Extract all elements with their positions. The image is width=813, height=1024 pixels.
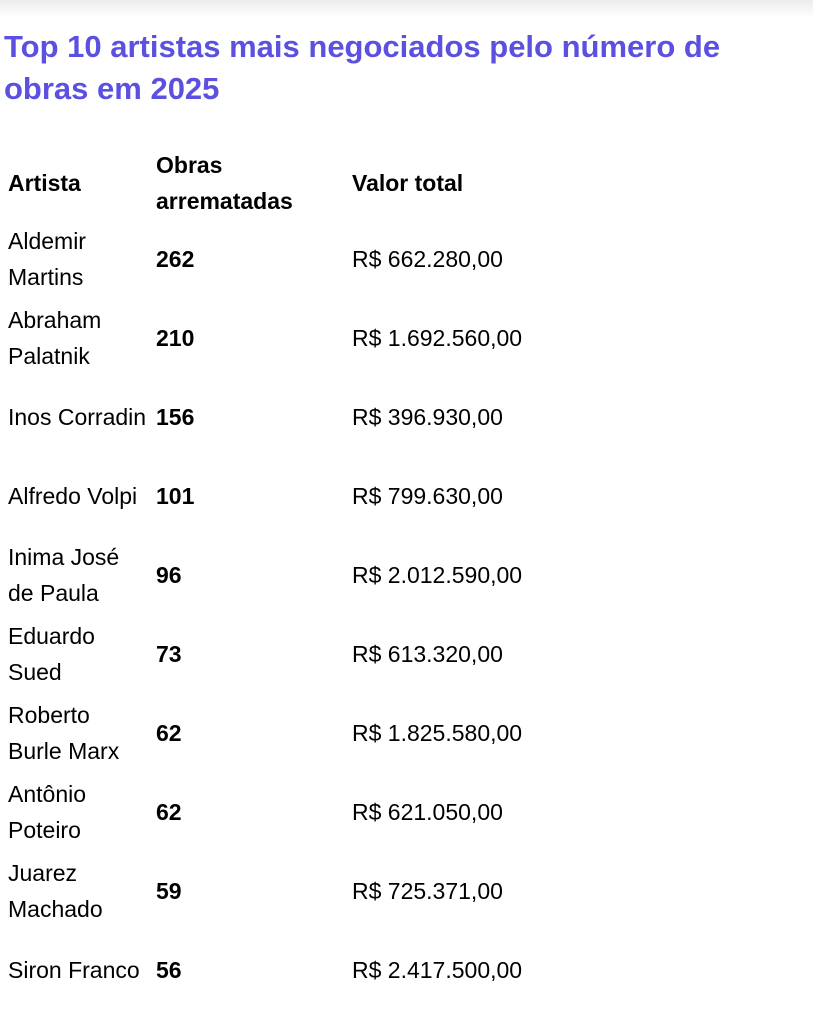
works-sold: 210 [156, 324, 195, 351]
top-bar [0, 0, 813, 18]
artists-table [0, 147, 542, 1009]
header-artist: Artista [8, 170, 81, 196]
table-row [0, 456, 542, 535]
works-sold: 56 [156, 956, 182, 983]
total-value: R$ 1.692.560,00 [352, 324, 523, 351]
page-title: Top 10 artistas mais negociados pelo número de obras em 2025 [4, 29, 721, 106]
table-row [0, 219, 542, 298]
artist-name: Inos Corradin [8, 403, 147, 430]
table-row [0, 772, 542, 851]
header-works-sold: Obras arrematadas [156, 152, 293, 214]
total-value: R$ 2.417.500,00 [352, 956, 523, 983]
artist-name: Antônio Poteiro [8, 780, 87, 843]
artist-name: Siron Franco [8, 956, 140, 983]
works-sold: 101 [156, 482, 195, 509]
works-sold: 73 [156, 640, 182, 667]
artist-name: Inima José de Paula [8, 543, 120, 606]
artist-name: Roberto Burle Marx [8, 701, 120, 764]
total-value: R$ 725.371,00 [352, 877, 503, 904]
total-value: R$ 799.630,00 [352, 482, 503, 509]
artist-name: Aldemir Martins [8, 227, 86, 290]
total-value: R$ 613.320,00 [352, 640, 503, 667]
works-sold: 262 [156, 245, 195, 272]
works-sold: 156 [156, 403, 195, 430]
table-row [0, 851, 542, 930]
table-row [0, 298, 542, 377]
table-row [0, 693, 542, 772]
artist-name: Alfredo Volpi [8, 482, 138, 509]
table-row [0, 377, 542, 456]
works-sold: 96 [156, 561, 182, 588]
works-sold: 62 [156, 719, 182, 746]
table-row [0, 930, 542, 1009]
total-value: R$ 396.930,00 [352, 403, 503, 430]
artist-name: Juarez Machado [8, 859, 103, 922]
works-sold: 62 [156, 798, 182, 825]
table-header-row [0, 147, 542, 219]
works-sold: 59 [156, 877, 182, 904]
artist-name: Eduardo Sued [8, 622, 95, 685]
total-value: R$ 662.280,00 [352, 245, 503, 272]
total-value: R$ 621.050,00 [352, 798, 503, 825]
table-row [0, 614, 542, 693]
table-row [0, 535, 542, 614]
header-total-value: Valor total [352, 170, 464, 196]
artist-name: Abraham Palatnik [8, 306, 102, 369]
total-value: R$ 1.825.580,00 [352, 719, 523, 746]
total-value: R$ 2.012.590,00 [352, 561, 523, 588]
